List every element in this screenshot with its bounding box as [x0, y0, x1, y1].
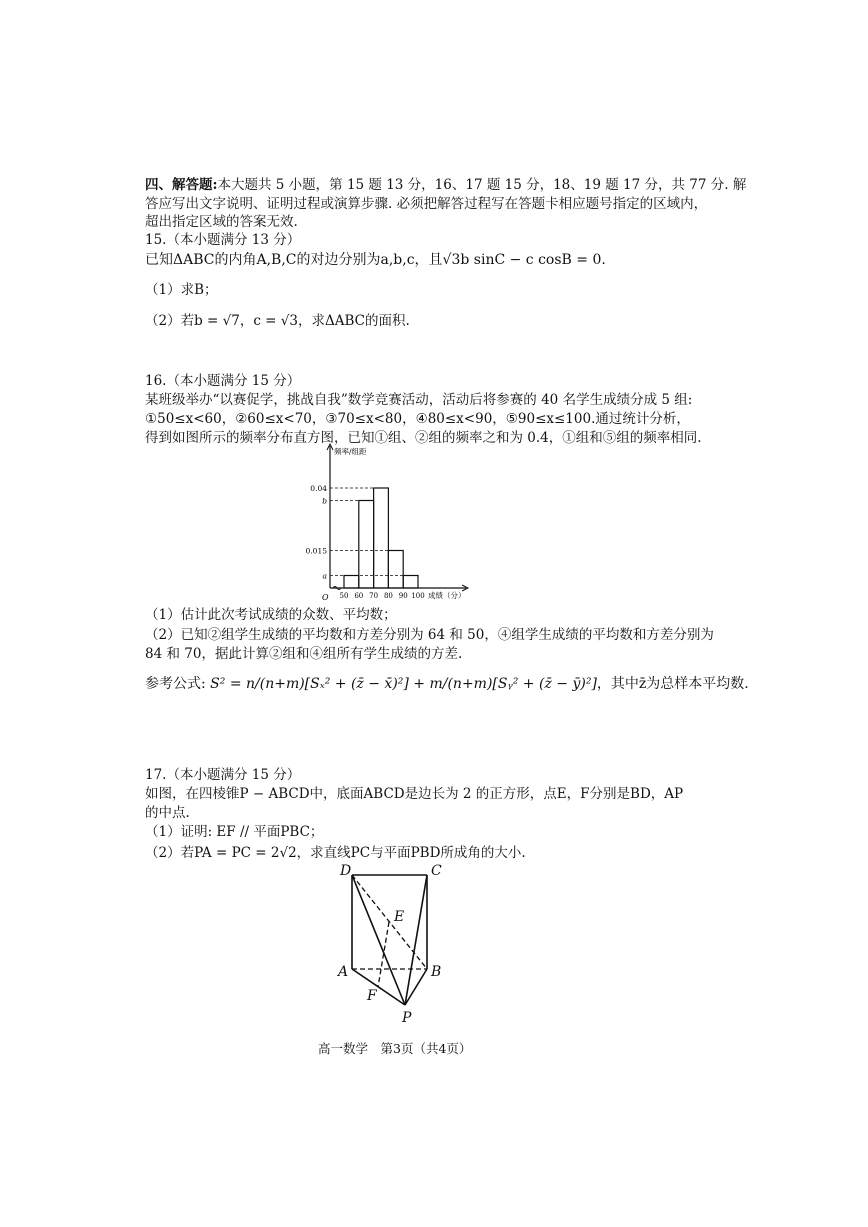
bar-60-70 — [359, 501, 374, 589]
frequency-histogram — [296, 442, 486, 608]
formula: S² = n/(n+m)[Sₓ² + (z̄ − x̄)²] + m/(n+m)[Sᵧ² + (z̄ − ȳ)²] — [210, 676, 597, 692]
x-axis-label: 成绩（分） — [428, 591, 466, 600]
q17-part1: （1）证明: EF // 平面PBC； — [145, 824, 324, 840]
label-p: P — [402, 1010, 412, 1024]
q17-part2: （2）若PA = PC = 2√2，求直线PC与平面PBD所成角的大小. — [145, 845, 526, 861]
bar-80-90 — [388, 551, 403, 589]
q16-formula-line — [145, 675, 749, 693]
label-e: E — [394, 909, 405, 925]
label-f: F — [367, 988, 377, 1004]
q17-line2: 的中点. — [145, 805, 190, 821]
x-tick-label: 60 — [354, 592, 364, 600]
pyramid-figure — [330, 862, 460, 1024]
q17-title: 17.（本小题满分 15 分） — [145, 767, 301, 783]
histogram-marks — [306, 444, 468, 602]
formula-tail: ，其中z̄为总样本平均数. — [596, 676, 749, 692]
x-tick-label: 80 — [383, 592, 393, 600]
label-a: A — [338, 964, 349, 980]
bar-90-100 — [403, 576, 418, 589]
x-tick-label: 90 — [398, 592, 408, 600]
q16-part2-line1: （2）已知②组学生成绩的平均数和方差分别为 64 和 50，④组学生成绩的平均数和方差分别为 — [145, 627, 714, 643]
y-tick-label: a — [322, 571, 327, 581]
formula-label: 参考公式: — [145, 676, 206, 692]
bar-50-60 — [344, 576, 359, 589]
q16-line2: ①50≤x<60，②60≤x<70，③70≤x<80，④80≤x<90，⑤90≤x≤100.通过统计分析， — [145, 411, 690, 427]
q16-part1: （1）估计此次考试成绩的众数、平均数； — [145, 607, 397, 623]
segment-ef — [378, 922, 389, 987]
page-footer: 高一数学 第3页（共4页） — [318, 1041, 472, 1056]
section-intro-line-1: 四、解答题:本大题共 5 小题，第 15 题 13 分，16、17 题 15 分，18、19 题 17 分，共 77 分. 解 — [145, 177, 747, 193]
y-tick-label: b — [322, 496, 327, 506]
label-d: D — [340, 863, 352, 879]
section-intro-line-2: 答应写出文字说明、证明过程或演算步骤. 必须把解答过程写在答题卡相应题号指定的区域内， — [145, 196, 708, 212]
x-tick-label: 70 — [369, 592, 379, 600]
q15-stem: 已知ΔABC的内角A,B,C的对边分别为a,b,c，且√3b sinC − c cosB = 0. — [145, 252, 606, 268]
origin-label: O — [322, 593, 329, 602]
bar-70-80 — [374, 488, 389, 588]
y-axis-label: 频率/组距 — [334, 447, 367, 456]
q16-title: 16.（本小题满分 15 分） — [145, 373, 301, 389]
diagonal-db — [352, 875, 427, 969]
label-b: B — [431, 964, 442, 980]
label-c: C — [431, 863, 442, 879]
section-intro-line-3: 超出指定区域的答案无效. — [145, 214, 298, 230]
q15-part1: （1）求B； — [145, 282, 218, 298]
q15-part2: （2）若b = √7，c = √3，求ΔABC的面积. — [145, 313, 410, 329]
q16-line1: 某班级举办“以赛促学，挑战自我”数学竞赛活动，活动后将参赛的 40 名学生成绩分成 5 组: — [145, 392, 693, 408]
y-tick-label: 0.015 — [305, 546, 327, 556]
q16-line3: 得到如图所示的频率分布直方图，已知①组、②组的频率之和为 0.4，①组和⑤组的频率相同. — [145, 430, 702, 446]
section-heading: 四、解答题: — [145, 177, 218, 193]
q15-title: 15.（本小题满分 13 分） — [145, 232, 301, 248]
x-tick-label: 50 — [339, 592, 349, 600]
q17-line1: 如图，在四棱锥P − ABCD中，底面ABCD是边长为 2 的正方形，点E，F分别是BD，AP — [145, 786, 684, 802]
x-tick-label: 100 — [411, 592, 425, 600]
y-tick-label: 0.04 — [310, 484, 327, 493]
q16-part2-line2: 84 和 70，据此计算②组和④组所有学生成绩的方差. — [145, 646, 463, 662]
